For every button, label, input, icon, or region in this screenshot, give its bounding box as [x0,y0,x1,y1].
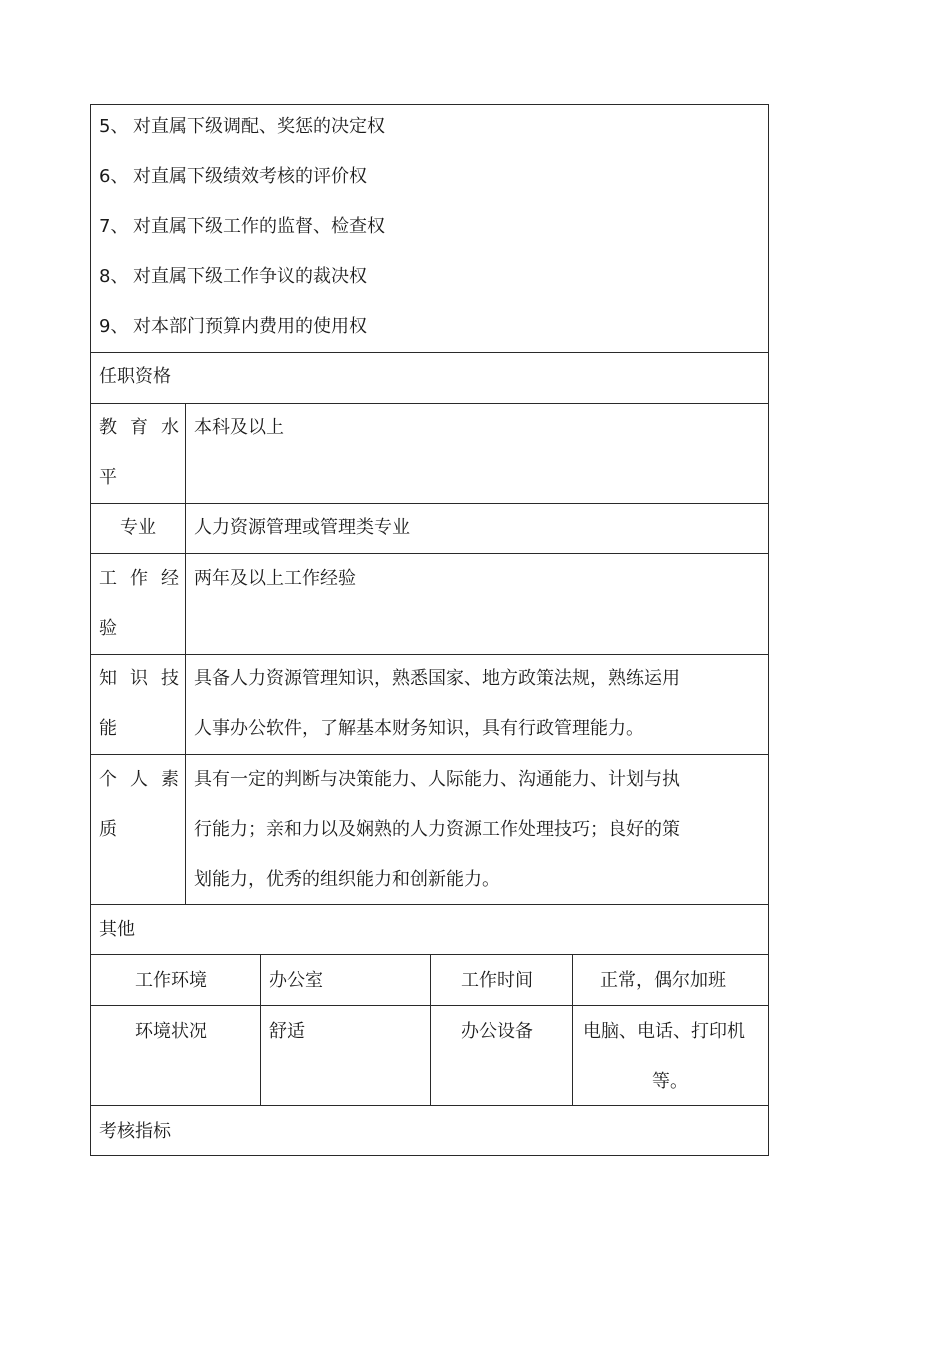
row-divider [90,503,769,504]
assessment-heading: 考核指标 [99,1121,171,1142]
authority-item [99,315,367,339]
item-text: 对本部门预算内费用的使用权 [133,316,367,337]
authority-item [99,115,385,139]
personal-value-line: 划能力，优秀的组织能力和创新能力。 [194,869,500,890]
item-text: 对直属下级工作争议的裁决权 [133,266,367,287]
row-divider [90,403,769,404]
major-label: 专业 [120,517,156,538]
column-divider [430,954,431,1105]
item-text: 对直属下级调配、奖惩的决定权 [133,116,385,137]
row-divider [90,1105,769,1106]
env-status-label: 环境状况 [135,1021,207,1042]
education-label-cont: 平 [99,467,117,488]
work-env-label: 工作环境 [135,970,207,991]
experience-value: 两年及以上工作经验 [194,568,356,589]
qualifications-heading: 任职资格 [99,366,171,387]
item-number: 8、 [99,266,129,287]
authority-item [99,165,367,189]
row-divider [90,754,769,755]
authority-item [99,265,367,289]
experience-label-cont: 验 [99,618,117,639]
other-heading: 其他 [99,919,135,940]
personal-label-cont: 质 [99,819,117,840]
item-number: 5、 [99,116,129,137]
equipment-value-line: 等。 [652,1071,688,1092]
experience-label: 工作经 [99,568,192,589]
personal-value-line: 具有一定的判断与决策能力、人际能力、沟通能力、计划与执 [194,769,680,790]
row-divider [90,553,769,554]
column-divider [260,954,261,1105]
item-text: 对直属下级工作的监督、检查权 [133,216,385,237]
education-value: 本科及以上 [194,417,284,438]
env-status-value: 舒适 [269,1021,305,1042]
row-divider [90,352,769,353]
row-divider [90,904,769,905]
authority-item [99,215,385,239]
personal-value-line: 行能力；亲和力以及娴熟的人力资源工作处理技巧；良好的策 [194,819,680,840]
work-time-label: 工作时间 [461,970,533,991]
skills-value-line: 具备人力资源管理知识，熟悉国家、地方政策法规，熟练运用 [194,668,680,689]
education-label: 教育水 [99,417,192,438]
column-divider [185,403,186,904]
skills-label-cont: 能 [99,718,117,739]
skills-value-line: 人事办公软件，了解基本财务知识，具有行政管理能力。 [194,718,644,739]
item-number: 6、 [99,166,129,187]
item-number: 9、 [99,316,129,337]
item-text: 对直属下级绩效考核的评价权 [133,166,367,187]
work-time-value: 正常，偶尔加班 [600,970,726,991]
personal-label: 个人素 [99,769,192,790]
skills-label: 知识技 [99,668,192,689]
column-divider [572,954,573,1105]
row-divider [90,654,769,655]
equipment-label: 办公设备 [461,1021,533,1042]
equipment-value-line: 电脑、电话、打印机 [583,1021,745,1042]
major-value: 人力资源管理或管理类专业 [194,517,410,538]
item-number: 7、 [99,216,129,237]
work-env-value: 办公室 [269,970,323,991]
